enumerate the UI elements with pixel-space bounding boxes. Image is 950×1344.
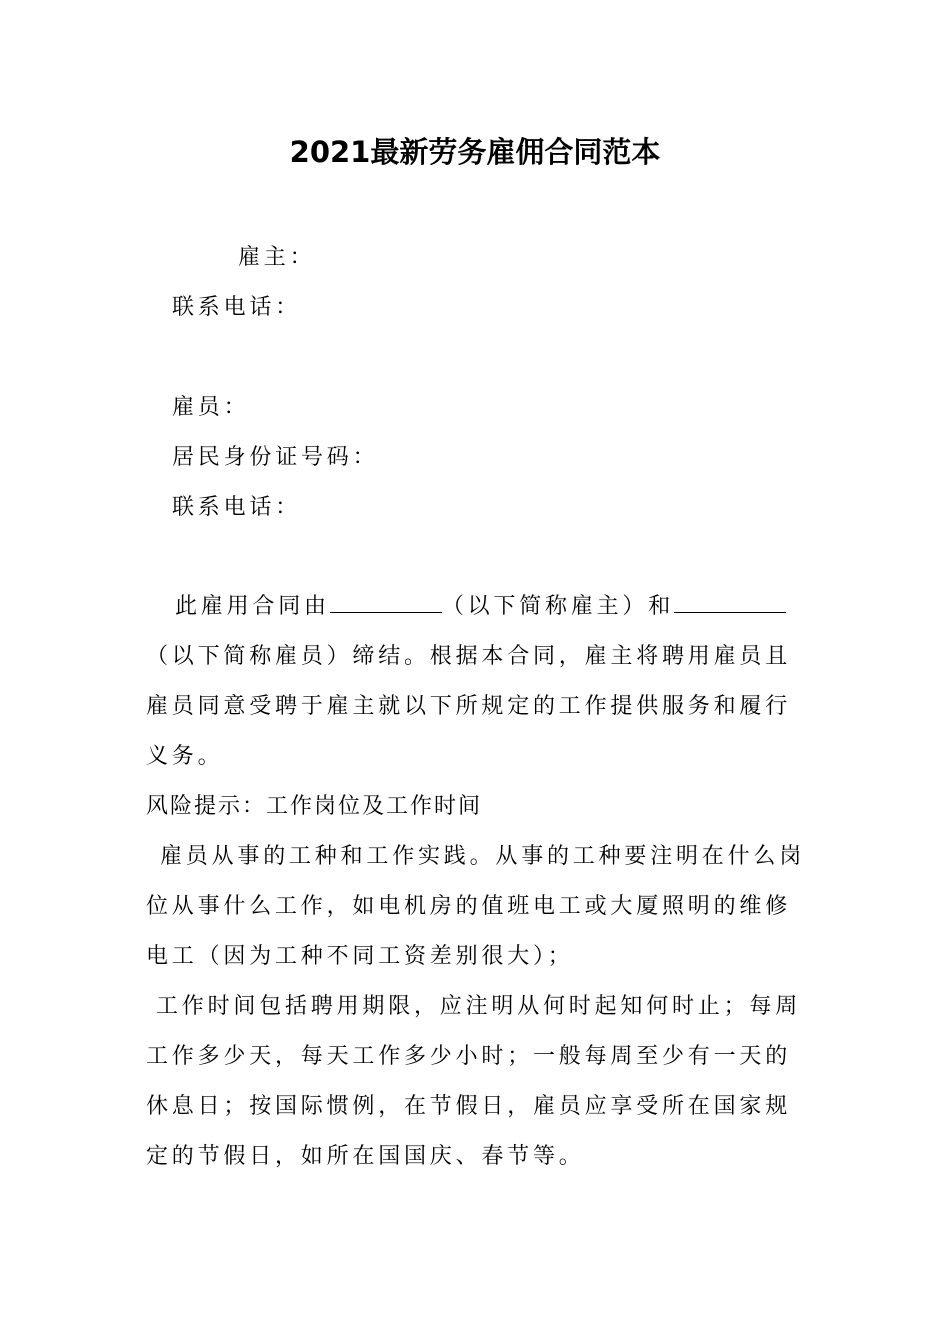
para1-line-1: 雇员从事的工种和工作实践。从事的工种要注明在什么岗: [160, 844, 806, 869]
intro-line-1: [175, 592, 786, 622]
para1-line-3: 电工（因为工种不同工资差别很大）；: [146, 944, 574, 969]
intro-line-3: 雇员同意受聘于雇主就以下所规定的工作提供服务和履行: [146, 694, 792, 719]
employer-name-blank: [330, 592, 442, 613]
para2-line-1: 工作时间包括聘用期限，应注明从何时起知何时止；每周: [156, 994, 802, 1019]
para2-line-3: 休息日；按国际惯例，在节假日，雇员应享受所在国家规: [146, 1094, 792, 1119]
intro-text-b: （以下简称雇主）和: [441, 594, 675, 619]
para1-line-2: 位从事什么工作，如电机房的值班电工或大厦照明的维修: [146, 894, 792, 919]
risk-heading: 风险提示：工作岗位及工作时间: [146, 794, 483, 819]
employee-label: 雇员：: [172, 395, 250, 420]
employee-id-label: 居民身份证号码：: [172, 445, 379, 470]
employee-phone-label: 联系电话：: [172, 495, 302, 520]
intro-text-a: 此雇用合同由: [175, 594, 330, 619]
intro-line-2: （以下简称雇员）缔结。根据本合同，雇主将聘用雇员且: [146, 644, 792, 669]
employee-name-blank: [674, 592, 786, 613]
para2-line-2: 工作多少天，每天工作多少小时；一般每周至少有一天的: [146, 1044, 792, 1069]
employer-label: 雇主：: [238, 245, 316, 270]
para2-line-4: 定的节假日，如所在国国庆、春节等。: [146, 1144, 585, 1169]
intro-line-4: 义务。: [146, 744, 224, 769]
employer-phone-label: 联系电话：: [172, 295, 302, 320]
document-title: 2021最新劳务雇佣合同范本: [289, 135, 661, 169]
